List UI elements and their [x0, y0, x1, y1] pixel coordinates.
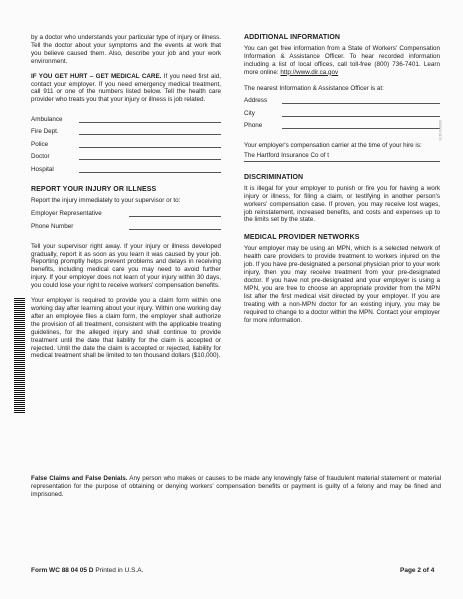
false-claims-text: Any person who makes or causes to be made any knowingly false of fraudulent material statement or material representation for the purpose of obtaining or denying workers' compensation benefits or payment is guilty of a felony and may be fined and imprisoned.	[31, 475, 441, 498]
carrier-value: The Hartford Insurance Co of t	[244, 152, 440, 162]
intro-paragraph: by a doctor who understands your particular type of injury or illness. Tell the doctor about your symptoms and the events at work that you believe caused them. Also, describe your job and your work environment.	[31, 34, 221, 65]
contact-label: Hospital	[31, 165, 54, 173]
city-row	[244, 105, 440, 118]
phone-blank-line[interactable]	[282, 127, 440, 129]
fire-dept-blank-line[interactable]	[79, 133, 221, 135]
report-injury-heading: REPORT YOUR INJURY OR ILLNESS	[31, 185, 157, 193]
report-paragraph-1: Tell your supervisor right away. If your injury or illness developed gradually, report it as soon as you learn it was caused by your job. Reporting promptly helps prevent problems and delays in receiving benefits, including medical care you may need to avoid further injury. If your employer does not learn of your injury within 30 days, you could lose your right to receive workers' compensation benefits.	[31, 242, 221, 290]
address-blank-line[interactable]	[282, 102, 440, 104]
additional-information-paragraph	[244, 45, 440, 77]
contact-row-doctor	[31, 149, 221, 162]
form-id: Form WC 88 04 05 D	[31, 567, 94, 574]
contact-row-hospital	[31, 161, 221, 174]
field-label: Phone Number	[31, 222, 74, 230]
mpn-heading: MEDICAL PROVIDER NETWORKS	[244, 234, 360, 242]
form-identifier	[31, 567, 143, 574]
right-column	[244, 34, 440, 331]
doctor-blank-line[interactable]	[79, 158, 221, 160]
officer-info-fields	[244, 93, 440, 131]
contact-label: Police	[31, 140, 49, 148]
nearest-officer-text: The nearest Information & Assistance Officer is at:	[244, 84, 384, 92]
phone-row	[244, 118, 440, 131]
police-blank-line[interactable]	[79, 146, 221, 148]
get-medical-care-text: If you need first aid, contact your employer. If you need emergency medical treatment, call 911 or one of the numbers listed below. Tell the health care provider who treats you that your injury or illness is job related.	[31, 72, 222, 104]
false-claims-notice	[31, 475, 441, 499]
field-label: Address	[244, 97, 268, 105]
get-medical-care-heading: IF YOU GET HURT – GET MEDICAL CARE.	[31, 72, 162, 80]
employer-representative-blank-line[interactable]	[129, 215, 221, 217]
get-medical-care-paragraph	[31, 73, 221, 105]
false-claims-heading: False Claims and False Denials.	[31, 475, 128, 482]
contact-label: Doctor	[31, 153, 50, 161]
additional-information-text: You can get free information from a State of Workers' Compensation Information & Assistance Officer. To hear recorded information including a list of local offices, call toll-free (800) 736-7401. Learn more online:	[244, 45, 440, 76]
contact-row-ambulance	[31, 111, 221, 124]
employer-representative-row	[31, 206, 221, 219]
mpn-paragraph: Your employer may be using an MPN, which is a selected network of health care providers to provide treatment to workers injured on the job. If you have pre-designated a personal physician prior to your work injury, then you may receive treatment from your pre-designated doctor. If you have not pre-designated and your employer is using a MPN, you are free to choose an appropriate provider from the MPN list after the first medical visit directed by your employer. If you are treating with a non-MPN doctor for an existing injury, you may be required to change to a doctor within the MPN. Contact your employer for more information.	[244, 245, 441, 324]
contact-label: Fire Dept.	[31, 128, 59, 136]
discrimination-heading: DISCRIMINATION	[244, 173, 304, 181]
report-intro: Report the injury immediately to your supervisor or to:	[31, 196, 181, 204]
address-row	[244, 93, 440, 106]
report-fields	[31, 206, 221, 231]
field-label: Phone	[244, 122, 263, 130]
side-code: 000320 6176	[438, 120, 442, 141]
contact-row-fire-dept	[31, 124, 221, 137]
carrier-text: Your employer's compensation carrier at the time of your hire is:	[244, 142, 422, 150]
discrimination-paragraph: It is illegal for your employer to punish or fire you for having a work injury or illness, for filing a claim, or testifying in another person's workers' compensation case. If proven, you may receive lost wages, job reinstatement, increased benefits, and costs and expenses up to the limits set by the state.	[244, 184, 440, 224]
contact-row-police	[31, 136, 221, 149]
report-paragraph-2: Your employer is required to provide you a claim form within one working day after learning about your injury. Within one working day after an employee files a claim form, the employer shall authorize the provision of all treatment, consistent with the applicable treating guidelines, for the alleged injury and shall continue to provide treatment until the date that liability for the claim is accepted or rejected. Until the date the claim is accepted or rejected, liability for medical treatment shall be limited to ten thousand dollars ($10,000).	[31, 297, 221, 360]
phone-number-row	[31, 218, 221, 231]
dir-website-link[interactable]: http://www.dir.ca.gov	[280, 68, 339, 76]
field-label: Employer Representative	[31, 210, 102, 218]
ambulance-blank-line[interactable]	[79, 121, 221, 123]
emergency-contacts-list	[31, 111, 221, 174]
city-blank-line[interactable]	[282, 115, 440, 117]
hospital-blank-line[interactable]	[79, 171, 221, 173]
phone-number-blank-line[interactable]	[129, 228, 221, 230]
field-label: City	[244, 109, 255, 117]
additional-information-heading: ADDITIONAL INFORMATION	[244, 34, 341, 41]
barcode	[14, 298, 25, 413]
page-number: Page 2 of 4	[400, 567, 435, 574]
contact-label: Ambulance	[31, 115, 63, 123]
printed-in-text: Printed in U.S.A.	[95, 567, 144, 574]
left-column	[31, 34, 221, 367]
